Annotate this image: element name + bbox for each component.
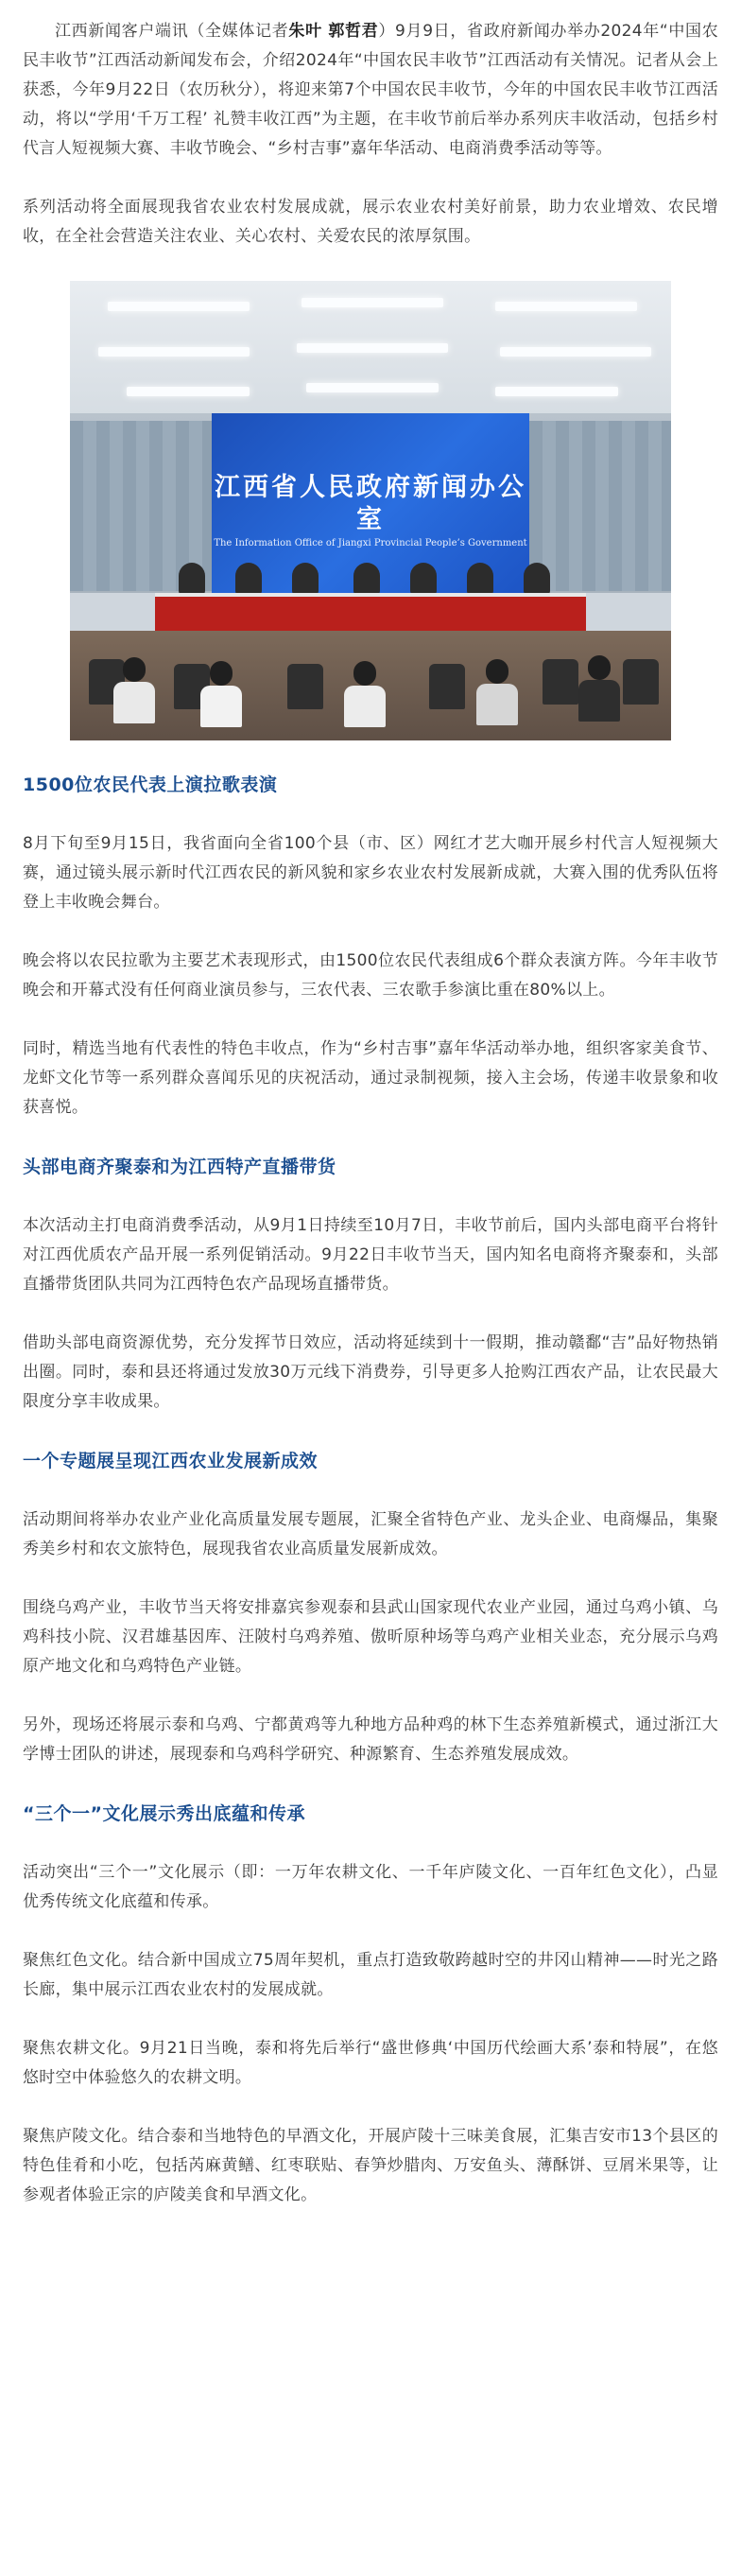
section-heading-3: 一个专题展呈现江西农业发展新成效	[23, 1451, 319, 1471]
section-heading-2: 头部电商齐聚泰和为江西特产直播带货	[23, 1157, 336, 1177]
section-1-paragraph-2: 晚会将以农民拉歌为主要艺术表现形式，由1500位农民代表组成6个群众表演方阵。今年丰收节晚会和开幕式没有任何商业演员参与，三农代表、三农歌手参演比重在80%以上。	[23, 951, 718, 1000]
section-4-paragraph-1: 活动突出“三个一”文化展示（即：一万年农耕文化、一千年庐陵文化、一百年红色文化），凸显优秀传统文化底蕴和传承。	[23, 1863, 718, 1911]
section-2-paragraph-1: 本次活动主打电商消费季活动，从9月1日持续至10月7日，丰收节前后，国内头部电商平台将针对江西优质农产品开展一系列促销活动。9月22日丰收节当天，国内知名电商将齐聚泰和，头部直播带货团队共同为江西特色农产品现场直播带货。	[23, 1216, 718, 1294]
intro-prefix: 江西新闻客户端讯（全媒体记者	[55, 22, 289, 41]
intro-paragraph-2: 系列活动将全面展现我省农业农村发展成就，展示农业农村美好前景，助力农业增效、农民增收，在全社会营造关注农业、关心农村、关爱农民的浓厚氛围。	[23, 198, 718, 246]
section-3-paragraph-3: 另外，现场还将展示泰和乌鸡、宁都黄鸡等九种地方品种鸡的林下生态养殖新模式，通过浙江大学博士团队的讲述，展现泰和乌鸡科学研究、种源繁育、生态养殖发展成效。	[23, 1715, 718, 1764]
backdrop-title: 江西省人民政府新闻办公室	[215, 473, 526, 534]
section-4-paragraph-4: 聚焦庐陵文化。结合泰和当地特色的早酒文化，开展庐陵十三味美食展，汇集吉安市13个县区的特色佳肴和小吃，包括芮麻黄鳝、红枣联贴、春笋炒腊肉、万安鱼头、薄酥饼、豆屑米果等，让参观者体验正宗的庐陵美食和早酒文化。	[23, 2127, 718, 2204]
section-3-paragraph-2: 围绕乌鸡产业，丰收节当天将安排嘉宾参观泰和县武山国家现代农业产业园，通过乌鸡小镇、乌鸡科技小院、汉君雄基因库、汪陂村乌鸡养殖、傲昕原种场等乌鸡产业相关业态，充分展示乌鸡原产地文化和乌鸡特色产业链。	[23, 1598, 718, 1676]
press-conference-photo	[70, 281, 671, 740]
section-3-paragraph-1: 活动期间将举办农业产业化高质量发展专题展，汇聚全省特色产业、龙头企业、电商爆品，集聚秀美乡村和农文旅特色，展现我省农业高质量发展新成效。	[23, 1510, 718, 1558]
intro-body: ）9月9日，省政府新闻办举办2024年“中国农民丰收节”江西活动新闻发布会，介绍2024年“中国农民丰收节”江西活动有关情况。记者从会上获悉，今年9月22日（农历秋分），将迎来第7个中国农民丰收节，今年的中国农民丰收节江西活动，将以“学用‘千万工程’ 礼赞丰收江西”为主题，在丰收节前后举办系列庆丰收活动，包括乡村代言人短视频大赛、丰收节晚会、“乡村吉事”嘉年华活动、电商消费季活动等等。	[23, 22, 719, 158]
section-2-paragraph-2: 借助头部电商资源优势，充分发挥节日效应，活动将延续到十一假期，推动赣鄱“吉”品好物热销出圈。同时，泰和县还将通过发放30万元线下消费券，引导更多人抢购江西农产品，让农民最大限度分享丰收成果。	[23, 1333, 718, 1411]
section-1-paragraph-1: 8月下旬至9月15日，我省面向全省100个县（市、区）网红才艺大咖开展乡村代言人短视频大赛，通过镜头展示新时代江西农民的新风貌和家乡农业农村发展新成就，大赛入围的优秀队伍将登上丰收晚会舞台。	[23, 834, 718, 912]
section-heading-4: “三个一”文化展示秀出底蕴和传承	[23, 1803, 305, 1824]
section-heading-1: 1500位农民代表上演拉歌表演	[23, 775, 278, 795]
press-conference-photo-wrap	[23, 281, 718, 740]
intro-paragraph-1	[23, 17, 718, 164]
reporter-names: 朱叶 郭哲君	[288, 22, 379, 41]
podium-table	[155, 593, 586, 635]
section-1-paragraph-3: 同时，精选当地有代表性的特色丰收点，作为“乡村吉事”嘉年华活动举办地，组织客家美食节、龙虾文化节等一系列群众喜闻乐见的庆祝活动，通过录制视频，接入主会场，传递丰收景象和收获喜悦。	[23, 1039, 718, 1117]
section-4-paragraph-3: 聚焦农耕文化。9月21日当晚，泰和将先后举行“盛世修典‘中国历代绘画大系’泰和特展”，在悠悠时空中体验悠久的农耕文明。	[23, 2039, 718, 2087]
section-4-paragraph-2: 聚焦红色文化。结合新中国成立75周年契机，重点打造致敬跨越时空的井冈山精神——时光之路长廊，集中展示江西农业农村的发展成就。	[23, 1951, 718, 1999]
backdrop-subtitle: The Information Office of Jiangxi Provincial People’s Government	[214, 538, 527, 548]
